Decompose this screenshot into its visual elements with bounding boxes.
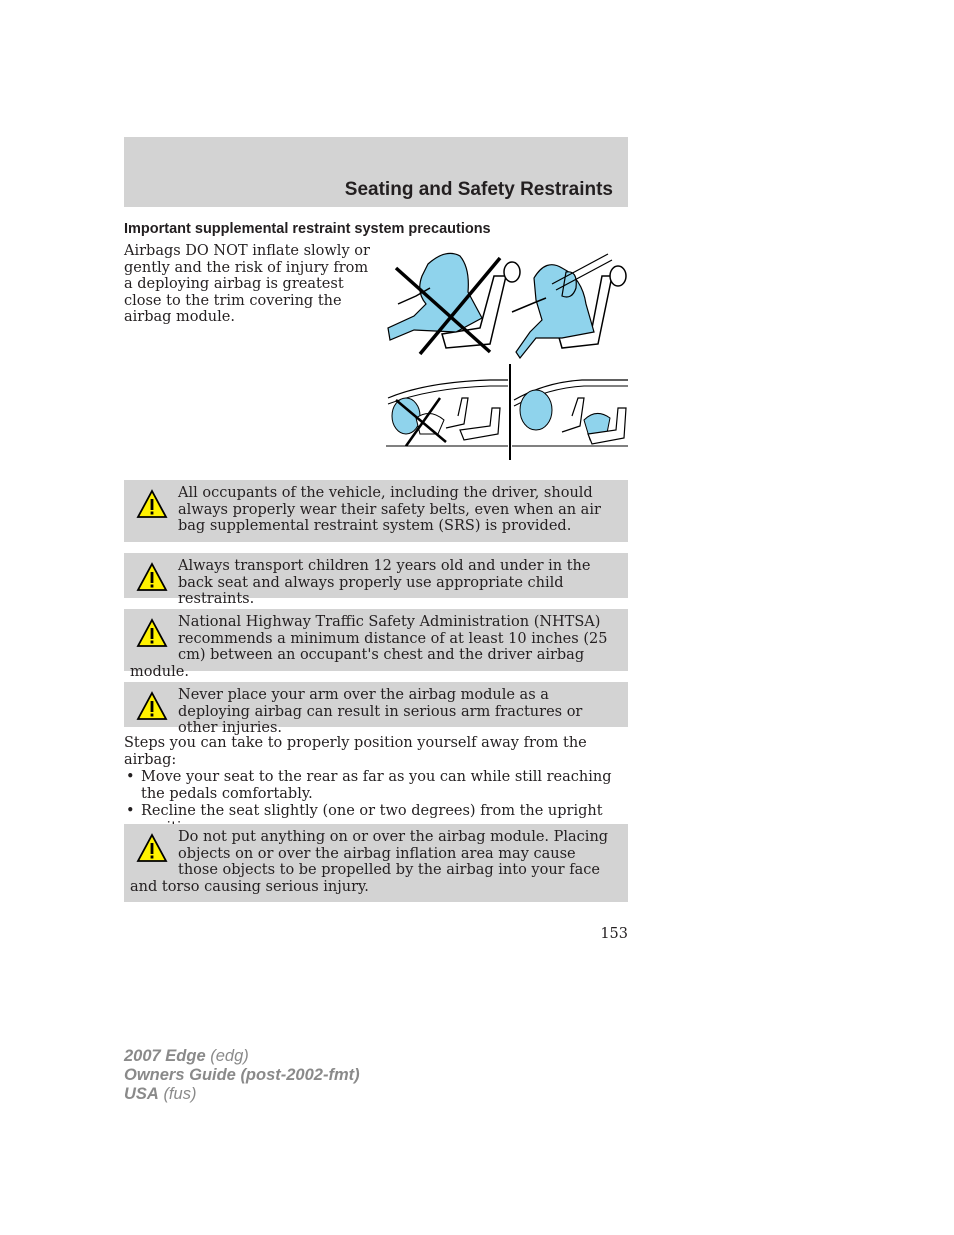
bullet: • (126, 803, 135, 819)
warning-triangle-icon (136, 562, 168, 592)
warning-triangle-icon (136, 833, 168, 863)
warning-box-safety-belts (124, 480, 628, 542)
warning-text: Never place your arm over the airbag module as a deploying airbag can result in serious arm fractures or other injuries. (178, 687, 583, 736)
warning-box-children (124, 553, 628, 607)
section-title: Seating and Safety Restraints (344, 179, 613, 200)
warning-text: Do not put anything on or over the airbag module. Placing objects on or over the airbag inflation area may cause those objects to be propelled by the airbag into your face and torso causing serious injury. (130, 829, 609, 895)
warning-triangle-icon (136, 691, 168, 721)
list-item: • Recline the seat slightly (one or two degrees) from the upright (126, 803, 603, 819)
warning-triangle-icon (136, 618, 168, 648)
airbag-position-illustration (386, 248, 630, 462)
warning-box-objects-on-module (124, 824, 628, 902)
occupant-correct-distance-illustration (512, 254, 626, 358)
child-in-back-seat-illustration (512, 380, 628, 446)
section-header-band (124, 137, 628, 207)
warning-box-nhtsa-distance (124, 609, 628, 680)
bullet: • (126, 769, 135, 785)
document-footer: 2007 Edge (edg) Owners Guide (post-2002-fmt) USA (fus) (124, 1047, 360, 1103)
steps-intro: Steps you can take to properly position yourself away from the airbag: (124, 735, 587, 768)
positioning-steps (124, 735, 628, 836)
warning-box-arm-placement (124, 682, 628, 736)
occupant-too-close-illustration (388, 253, 520, 354)
warning-text: Always transport children 12 years old and under in the back seat and always properly use appropriate child restraints. (178, 558, 591, 607)
child-too-close-illustration (386, 380, 508, 446)
warning-text: All occupants of the vehicle, including the driver, should always properly wear their safety belts, even when an air bag supplemental restraint system (SRS) is provided. (178, 485, 601, 534)
intro-paragraph: Airbags DO NOT inflate slowly or gently and the risk of injury from a deploying airbag is greatest close to the trim covering the airbag module. (124, 243, 370, 325)
warning-text: National Highway Traffic Safety Administration (NHTSA) recommends a minimum distance of at least 10 inches (25 cm) between an occupant's chest and the driver airbag module. (130, 614, 608, 680)
warning-triangle-icon (136, 489, 168, 519)
list-item: • Move your seat to the rear as far as you can while still reaching the pedals comfortably. (126, 769, 612, 802)
subsection-heading: Important supplemental restraint system precautions (124, 221, 491, 237)
page-number: 153 (600, 926, 628, 942)
